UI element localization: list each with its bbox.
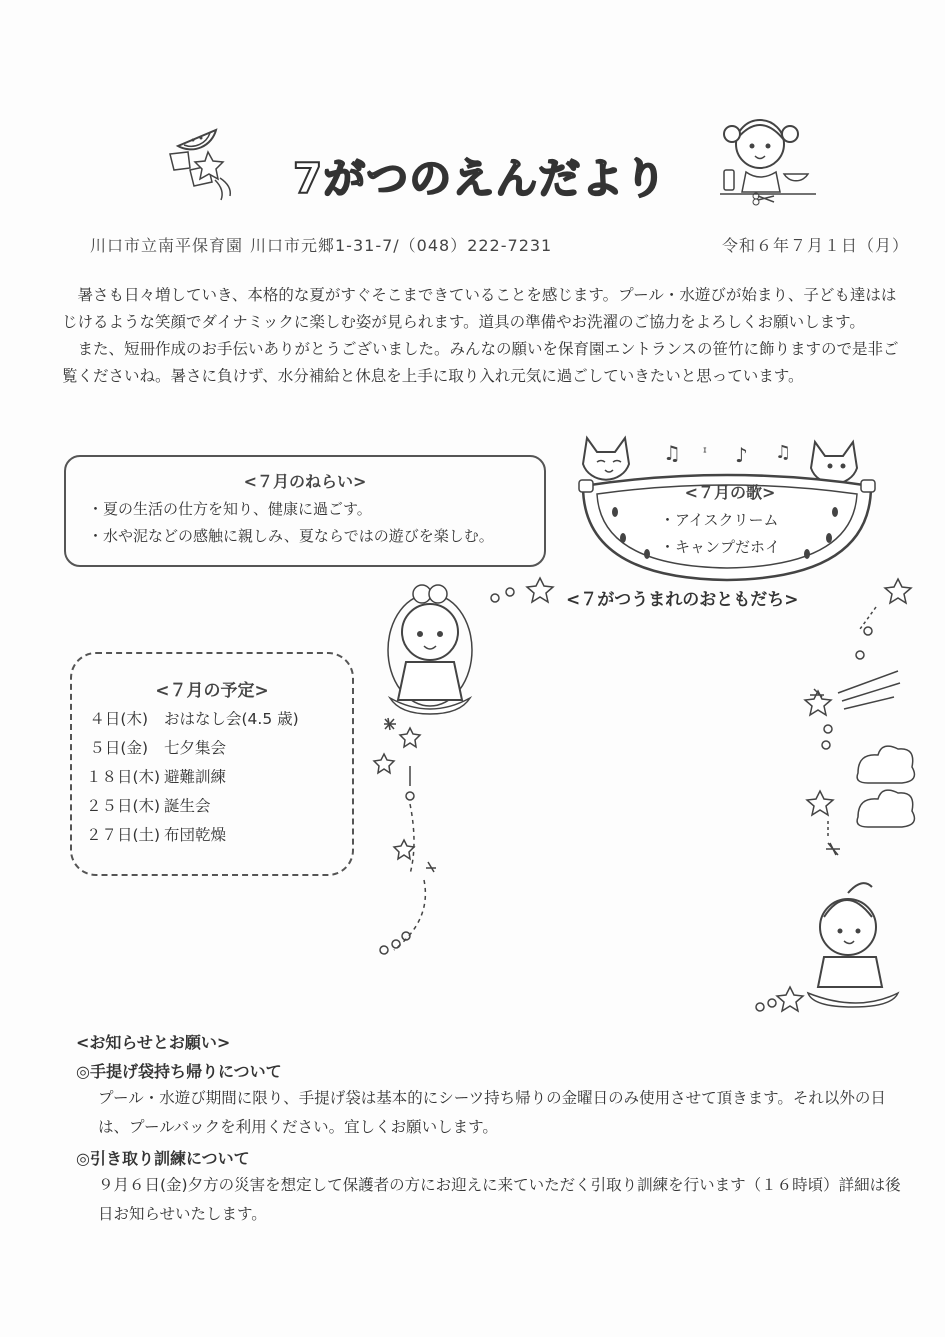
schedule-row bbox=[86, 707, 299, 729]
schedule-row bbox=[86, 765, 226, 787]
schedule-date: ４日(木) bbox=[89, 710, 148, 728]
intro-paragraph-1: 暑さも日々増していき、本格的な夏がすぐそこまできていることを感じます。プール・水遊びが始まり、子ども達ははじけるような笑顔でダイナミックに楽しむ姿が見られます。道具の準備やお洗濯のご協力をよろしくお願いします。 bbox=[62, 286, 897, 331]
schedule-date: ２７日(土) bbox=[86, 826, 161, 844]
song-item: ・キャンプだホイ bbox=[660, 538, 781, 556]
issue-date: 令和６年７月１日（月） bbox=[722, 236, 910, 255]
songs-heading: <７月の歌> bbox=[684, 483, 776, 502]
song-item: ・アイスクリーム bbox=[660, 511, 779, 529]
schedule-heading: <７月の予定> bbox=[155, 681, 269, 701]
notice-body: ９月６日(金)夕方の災害を想定して保護者の方にお迎えに来ていただく引取り訓練を行います（１６時頃）詳細は後日お知らせいたします。 bbox=[98, 1176, 901, 1223]
schedule-date: １８日(木) bbox=[86, 768, 161, 786]
school-address: 川口市元郷1-31-7/（048）222-7231 bbox=[250, 236, 553, 255]
schedule-row bbox=[86, 794, 211, 816]
orihime-character-icon bbox=[360, 570, 560, 970]
hikoboshi-character-icon bbox=[748, 575, 918, 1015]
girl-crafting-icon bbox=[712, 112, 822, 212]
svg-text:ᶦ: ᶦ bbox=[703, 443, 708, 462]
school-name: 川口市立南平保育園 bbox=[90, 236, 244, 255]
intro-paragraph-2: また、短冊作成のお手伝いありがとうございました。みんなの願いを保育園エントランスの笹竹に飾りますので是非ご覧くださいね。暑さに負けず、水分補給と休息を上手に取り入れ元気に過ごしていきたいと思っています。 bbox=[62, 340, 899, 385]
schedule-event: おはなし会(4.5 歳) bbox=[164, 710, 299, 728]
aims-heading: <７月のねらい> bbox=[243, 472, 367, 491]
schedule-event: 七夕集会 bbox=[164, 739, 227, 757]
svg-text:♫: ♫ bbox=[775, 442, 792, 463]
newsletter-title: 7がつのえんだより bbox=[293, 154, 668, 203]
tanabata-watermelon-icon bbox=[160, 118, 240, 200]
aim-item: ・水や泥などの感触に親しみ、夏ならではの遊びを楽しむ。 bbox=[88, 527, 494, 545]
monthly-aims-box bbox=[64, 455, 546, 567]
birthdays-heading: <７がつうまれのおともだち> bbox=[566, 590, 799, 610]
schedule-row bbox=[86, 736, 226, 758]
svg-text:♫: ♫ bbox=[663, 441, 681, 465]
songs-box bbox=[660, 480, 800, 561]
notices-section bbox=[76, 1030, 906, 1229]
schedule-event: 避難訓練 bbox=[164, 768, 227, 786]
schedule-date: ５日(金) bbox=[89, 739, 148, 757]
notice-body: プール・水遊び期間に限り、手提げ袋は基本的にシーツ持ち帰りの金曜日のみ使用させて頂きます。それ以外の日は、プールバックを利用ください。宜しくお願いします。 bbox=[98, 1089, 886, 1136]
notices-heading: <お知らせとお願い> bbox=[76, 1033, 231, 1052]
monthly-schedule-box bbox=[70, 652, 354, 876]
intro-text bbox=[62, 282, 908, 390]
schedule-row bbox=[86, 823, 226, 845]
schedule-date: ２５日(木) bbox=[86, 797, 161, 815]
notice-title: ◎手提げ袋持ち帰りについて bbox=[76, 1062, 282, 1081]
schedule-event: 布団乾燥 bbox=[164, 826, 227, 844]
svg-text:♪: ♪ bbox=[735, 443, 748, 467]
notice-title: ◎引き取り訓練について bbox=[76, 1149, 250, 1168]
aim-item: ・夏の生活の仕方を知り、健康に過ごす。 bbox=[88, 500, 372, 518]
schedule-event: 誕生会 bbox=[164, 797, 211, 815]
